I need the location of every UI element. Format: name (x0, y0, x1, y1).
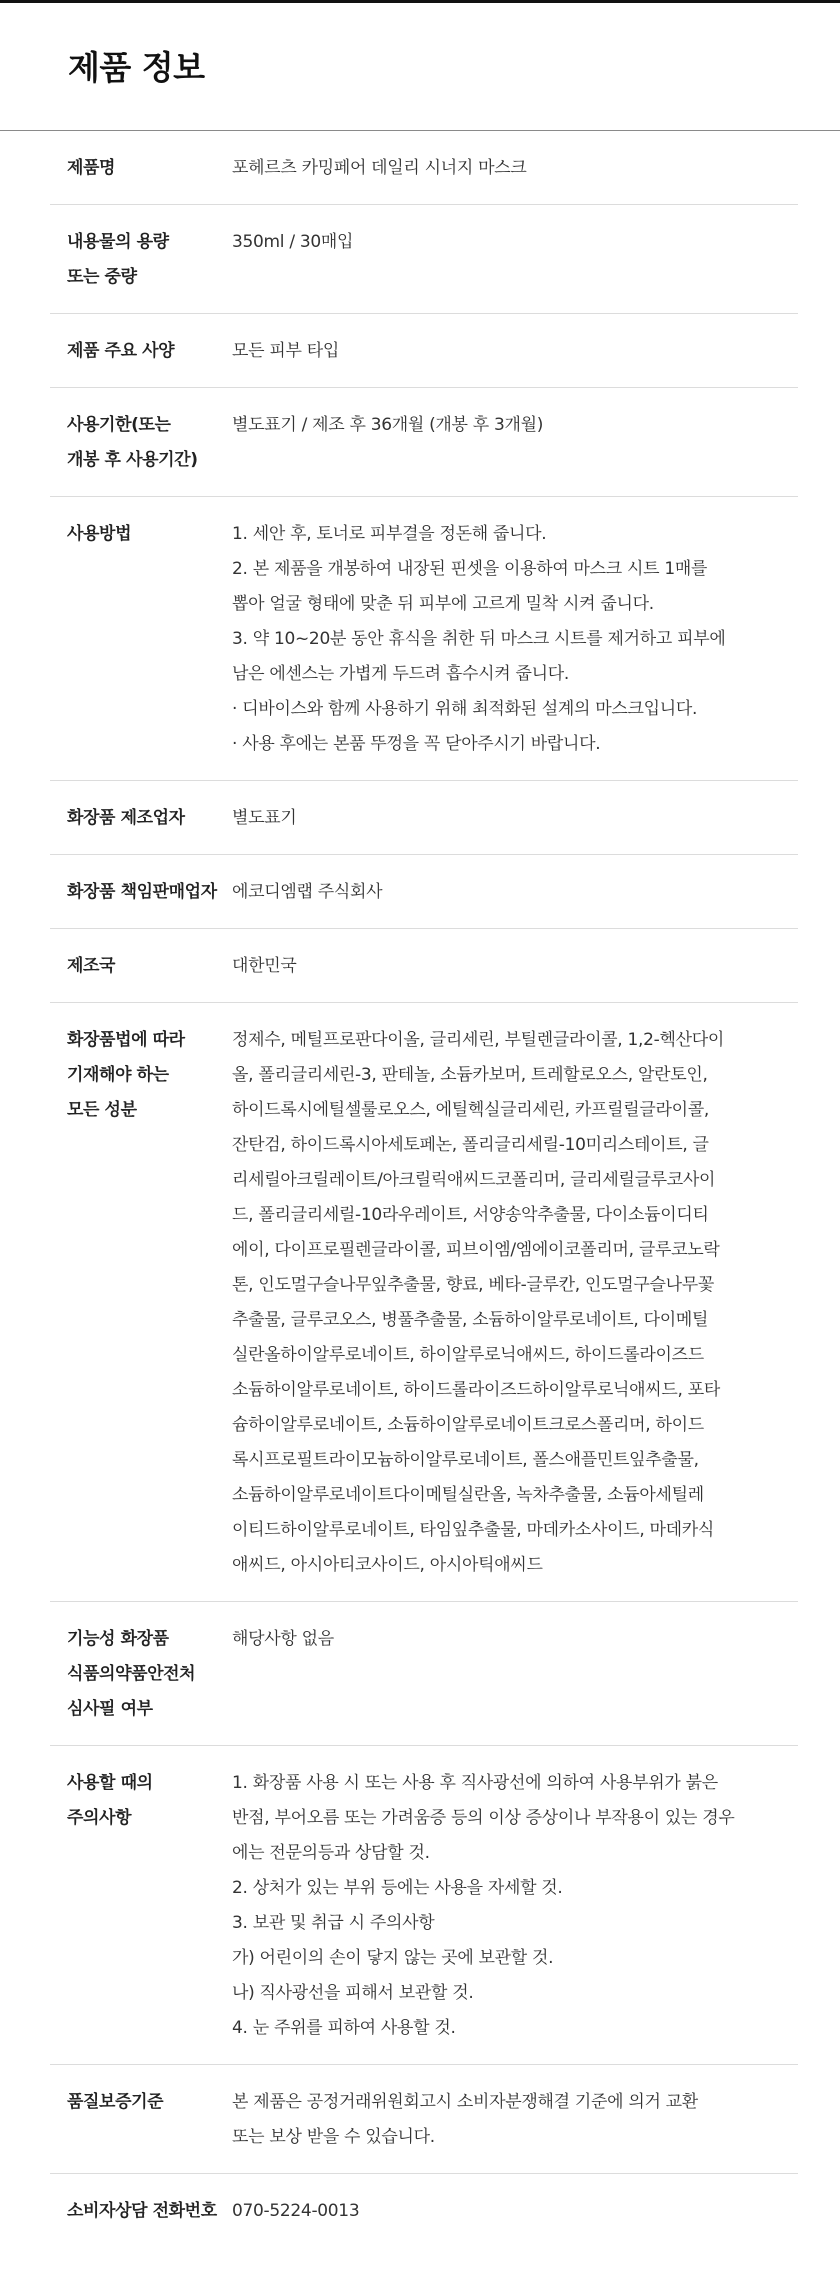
row-value: 별도표기 (232, 808, 297, 828)
row-distributor (50, 855, 798, 929)
row-value: 별도표기 / 제조 후 36개월 (개봉 후 3개월) (232, 415, 544, 435)
top-border (0, 0, 840, 3)
row-value: 해당사항 없음 (232, 1629, 334, 1649)
row-expiration (50, 388, 798, 497)
row-label: 품질보증기준 (67, 2092, 164, 2112)
row-value: 070-5224-0013 (232, 2201, 360, 2221)
product-info-table (50, 131, 798, 2247)
row-volume (50, 205, 798, 314)
row-value: 모든 피부 타입 (232, 341, 339, 361)
row-manufacturer (50, 781, 798, 855)
row-label: 제조국 (67, 956, 116, 976)
row-label: 화장품법에 따라 기재해야 하는 모든 성분 (67, 1030, 185, 1120)
row-product-name (50, 131, 798, 205)
page-title: 제품 정보 (68, 48, 205, 87)
row-value: 대한민국 (232, 956, 297, 976)
row-value: 1. 세안 후, 토너로 피부결을 정돈해 줍니다. 2. 본 제품을 개봉하여 내장된 핀셋을 이용하여 마스크 시트 1매를 뽑아 얼굴 형태에 맞춘 뒤 피부에 고르게 밀착 시켜 줍니다. 3. 약 10~20분 동안 휴식을 취한 뒤 마스크 시트를 제거하고 피부에 남은 에센스는 가볍게 두드려 흡수시켜 줍니다. · 디바이스와 함께 사용하기 위해 최적화된 설계의 마스크입니다. · 사용 후에는 본품 뚜껑을 꼭 닫아주시기 바랍니다. (232, 524, 726, 754)
row-ingredients (50, 1003, 798, 1602)
row-label: 화장품 제조업자 (67, 808, 185, 828)
row-precautions (50, 1746, 798, 2065)
row-value: 에코디엠랩 주식회사 (232, 882, 383, 902)
row-country (50, 929, 798, 1003)
row-value: 350ml / 30매입 (232, 232, 354, 252)
row-label: 내용물의 용량 또는 중량 (67, 232, 169, 287)
row-customer-phone (50, 2174, 798, 2247)
row-label: 소비자상담 전화번호 (67, 2201, 217, 2221)
row-quality-standard (50, 2065, 798, 2174)
row-label: 제품명 (67, 158, 116, 178)
row-label: 사용기한(또는 개봉 후 사용기간) (67, 415, 198, 470)
row-label: 화장품 책임판매업자 (67, 882, 217, 902)
row-label: 사용방법 (67, 524, 132, 544)
row-value: 1. 화장품 사용 시 또는 사용 후 직사광선에 의하여 사용부위가 붉은 반점, 부어오름 또는 가려움증 등의 이상 증상이나 부작용이 있는 경우 에는 전문의등과 상담할 것. 2. 상처가 있는 부위 등에는 사용을 자세할 것. 3. 보관 및 취급 시 주의사항 가) 어린이의 손이 닿지 않는 곳에 보관할 것. 나) 직사광선을 피해서 보관할 것. 4. 눈 주위를 피하여 사용할 것. (232, 1773, 735, 2038)
row-label: 기능성 화장품 식품의약품안전처 심사필 여부 (67, 1629, 196, 1719)
row-functional-review (50, 1602, 798, 1746)
row-value: 본 제품은 공정거래위원회고시 소비자분쟁해결 기준에 의거 교환 또는 보상 받을 수 있습니다. (232, 2092, 698, 2147)
row-main-spec (50, 314, 798, 388)
row-value: 포헤르츠 카밍페어 데일리 시너지 마스크 (232, 158, 527, 178)
row-usage (50, 497, 798, 781)
row-label: 사용할 때의 주의사항 (67, 1773, 153, 1828)
row-value: 정제수, 메틸프로판다이올, 글리세린, 부틸렌글라이콜, 1,2-헥산다이 올, 폴리글리세린-3, 판테놀, 소듐카보머, 트레할로오스, 알란토인, 하이드록시에틸셀룰로오스, 에틸헥실글리세린, 카프릴릴글라이콜, 잔탄검, 하이드록시아세토페논, 폴리글리세릴-10미리스테이트, 글 리세릴아크릴레이트/아크릴릭애씨드코폴리머, 글리세릴글루코사이 드, 폴리글리세릴-10라우레이트, 서양송악추출물, 다이소듐이디티 에이, 다이프로필렌글라이콜, 피브이엠/엠에이코폴리머, 글루코노락 톤, 인도멀구슬나무잎추출물, 향료, 베타-글루칸, 인도멀구슬나무꽃 추출물, 글루코오스, 병풀추출물, 소듐하이알루로네이트, 다이메틸 실란올하이알루로네이트, 하이알루로닉애씨드, 하이드롤라이즈드 소듐하이알루로네이트, 하이드롤라이즈드하이알루로닉애씨드, 포타 슘하이알루로네이트, 소듐하이알루로네이트크로스폴리머, 하이드 록시프로필트라이모늄하이알루로네이트, 폴스애플민트잎추출물, 소듐하이알루로네이트다이메틸실란올, 녹차추출물, 소듐아세틸레 이티드하이알루로네이트, 타임잎추출물, 마데카소사이드, 마데카식 애씨드, 아시아티코사이드, 아시아틱애씨드 (232, 1030, 724, 1575)
row-label: 제품 주요 사양 (67, 341, 175, 361)
